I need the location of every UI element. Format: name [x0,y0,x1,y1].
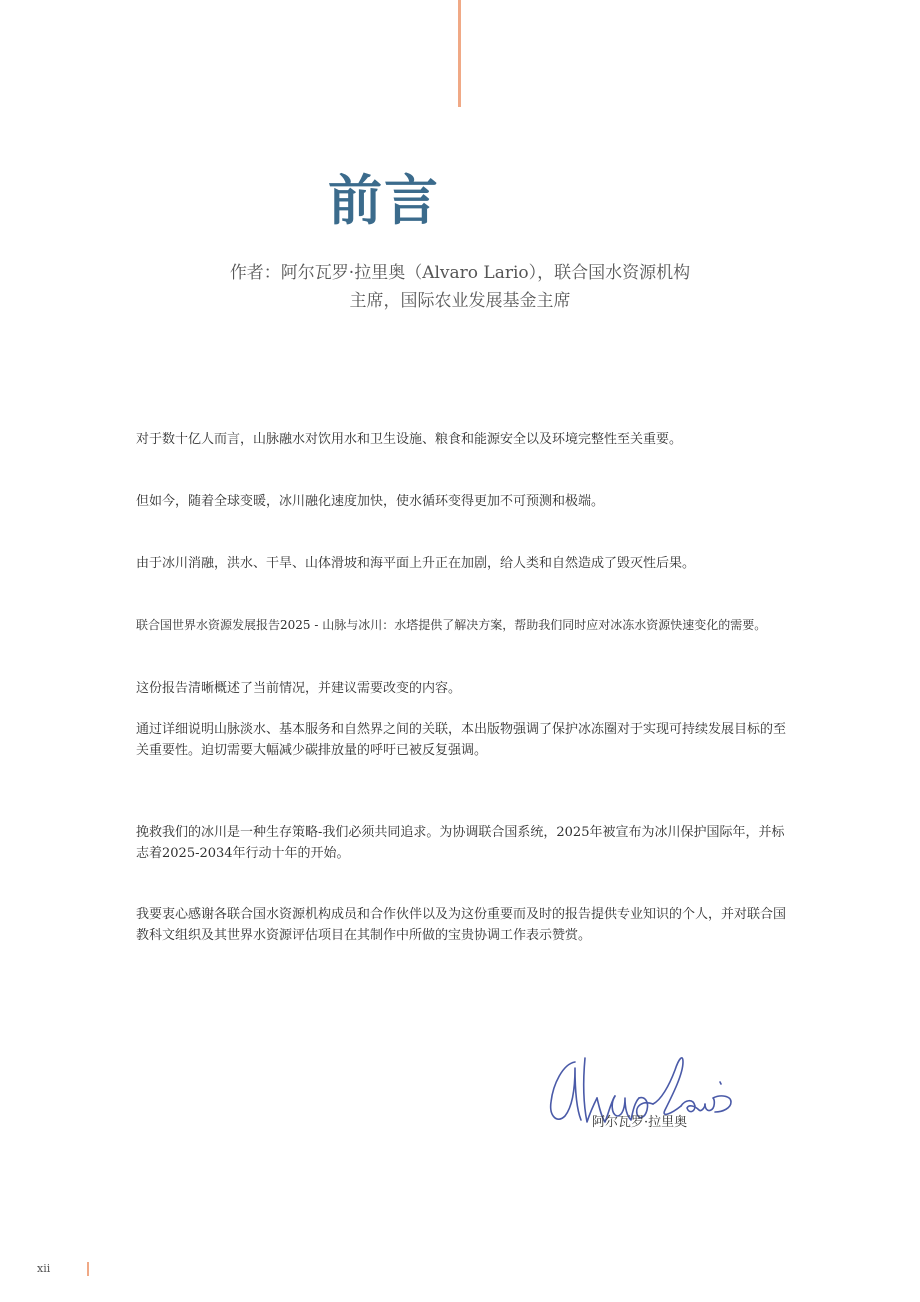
byline-line-1: 作者：阿尔瓦罗·拉里奥（Alvaro Lario），联合国水资源机构 [229,263,691,283]
paragraph-5: 这份报告清晰概述了当前情况，并建议需要改变的内容。 [136,681,462,696]
page-accent-mark [87,1262,89,1276]
paragraph-7: 挽救我们的冰川是一种生存策略-我们必须共同追求。为协调联合国系统，2025年被宣布为冰川保护国际年，并标志着2025-2034年行动十年的开始。 [136,825,785,861]
paragraph-2: 但如今，随着全球变暖，冰川融化速度加快，使水循环变得更加不可预测和极端。 [136,494,605,509]
byline-line-2: 主席，国际农业发展基金主席 [349,291,571,311]
paragraph-1: 对于数十亿人而言，山脉融水对饮用水和卫生设施、粮食和能源安全以及环境完整性至关重要。 [136,432,683,447]
signature-name: 阿尔瓦罗·拉里奥 [592,1115,688,1130]
page-title: 前言 [328,169,440,232]
author-byline [160,259,760,315]
top-accent-rule [458,0,461,107]
paragraph-6: 通过详细说明山脉淡水、基本服务和自然界之间的关联，本出版物强调了保护冰冻圈对于实现可持续发展目标的至关重要性。迫切需要大幅减少碳排放量的呼吁已被反复强调。 [136,722,787,758]
page-number: xii [37,1262,51,1275]
paragraph-4: 联合国世界水资源发展报告2025 - 山脉与冰川：水塔提供了解决方案，帮助我们同时应对冰冻水资源快速变化的需要。 [136,618,767,632]
paragraph-8: 我要衷心感谢各联合国水资源机构成员和合作伙伴以及为这份重要而及时的报告提供专业知识的个人，并对联合国教科文组织及其世界水资源评估项目在其制作中所做的宝贵协调工作表示赞赏。 [136,907,787,943]
paragraph-3: 由于冰川消融，洪水、干旱、山体滑坡和海平面上升正在加剧，给人类和自然造成了毁灭性后果。 [136,556,696,571]
